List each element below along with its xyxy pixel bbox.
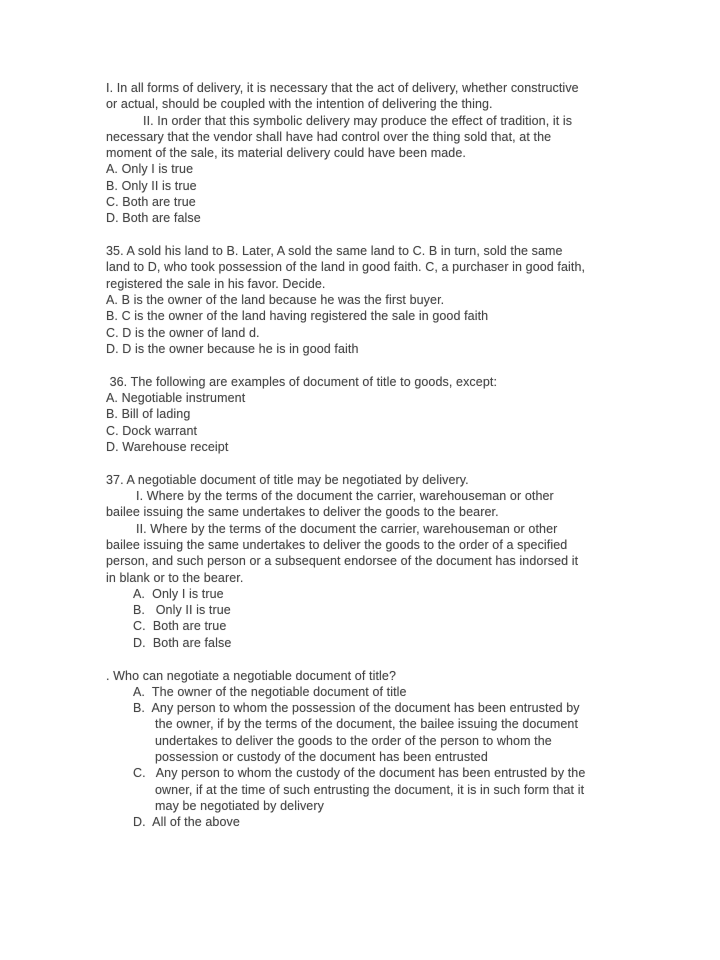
text-line: land to D, who took possession of the land in good faith. C, a purchaser in good faith,	[106, 260, 586, 275]
text-line: B. Only II is true	[133, 603, 231, 618]
text-line: may be negotiated by delivery	[155, 798, 324, 813]
question-37	[106, 472, 626, 651]
text-line: C. D is the owner of land d.	[106, 325, 260, 340]
text-line: I. Where by the terms of the document the carrier, warehouseman or other	[136, 489, 554, 504]
text-line: bailee issuing the same undertakes to deliver the goods to the bearer.	[106, 505, 499, 520]
text-line: or actual, should be coupled with the intention of delivering the thing.	[106, 97, 493, 112]
text-line: in blank or to the bearer.	[106, 570, 244, 585]
text-line: person, and such person or a subsequent endorsee of the document has indorsed it	[106, 554, 579, 569]
text-line: I. In all forms of delivery, it is necessary that the act of delivery, whether constructive	[106, 81, 579, 95]
text-line: A. Negotiable instrument	[106, 391, 246, 406]
text-line: bailee issuing the same undertakes to deliver the goods to the order of a specified	[106, 537, 568, 552]
text-line: B. Bill of lading	[106, 407, 191, 422]
text-line: D. D is the owner because he is in good faith	[106, 341, 359, 356]
text-line: owner, if at the time of such entrusting the document, it is in such form that it	[155, 782, 585, 797]
text-line: registered the sale in his favor. Decide.	[106, 276, 326, 291]
document-body	[106, 80, 626, 830]
text-line: C. Any person to whom the custody of the document has been entrusted by the	[133, 766, 586, 781]
text-line: 36. The following are examples of document of title to goods, except:	[106, 374, 498, 389]
text-line: the owner, if by the terms of the document, the bailee issuing the document	[155, 717, 579, 732]
text-line: 37. A negotiable document of title may be negotiated by delivery.	[106, 472, 469, 487]
text-line: B. C is the owner of the land having registered the sale in good faith	[106, 309, 489, 324]
text-line: necessary that the vendor shall have had control over the thing sold that, at the	[106, 129, 552, 144]
text-line: D. All of the above	[133, 815, 240, 830]
text-line: B. Only II is true	[106, 178, 197, 193]
text-line: 35. A sold his land to B. Later, A sold the same land to C. B in turn, sold the same	[106, 244, 563, 259]
text-line: D. Both are false	[133, 635, 232, 650]
question-34-statements-and-options	[106, 80, 626, 227]
text-line: C. Both are true	[106, 195, 196, 210]
text-line: II. Where by the terms of the document the carrier, warehouseman or other	[136, 521, 558, 536]
text-line: A. Only I is true	[133, 586, 224, 601]
text-line: . Who can negotiate a negotiable document of title?	[106, 668, 397, 683]
text-line: C. Both are true	[133, 619, 227, 634]
text-line: D. Both are false	[106, 211, 201, 226]
text-line: B. Any person to whom the possession of the document has been entrusted by	[133, 701, 580, 716]
text-line: A. Only I is true	[106, 162, 194, 177]
text-line: D. Warehouse receipt	[106, 439, 229, 454]
text-line: II. In order that this symbolic delivery may produce the effect of tradition, it is	[143, 113, 573, 128]
text-line: C. Dock warrant	[106, 423, 198, 438]
question-36	[106, 374, 626, 455]
text-line: undertakes to deliver the goods to the order of the person to whom the	[155, 733, 552, 748]
text-line: A. The owner of the negotiable document of title	[133, 684, 407, 699]
question-35	[106, 243, 626, 357]
text-line: A. B is the owner of the land because he was the first buyer.	[106, 293, 445, 308]
question-38	[106, 668, 626, 831]
text-line: possession or custody of the document has been entrusted	[155, 749, 488, 764]
text-line: moment of the sale, its material delivery could have been made.	[106, 146, 466, 161]
